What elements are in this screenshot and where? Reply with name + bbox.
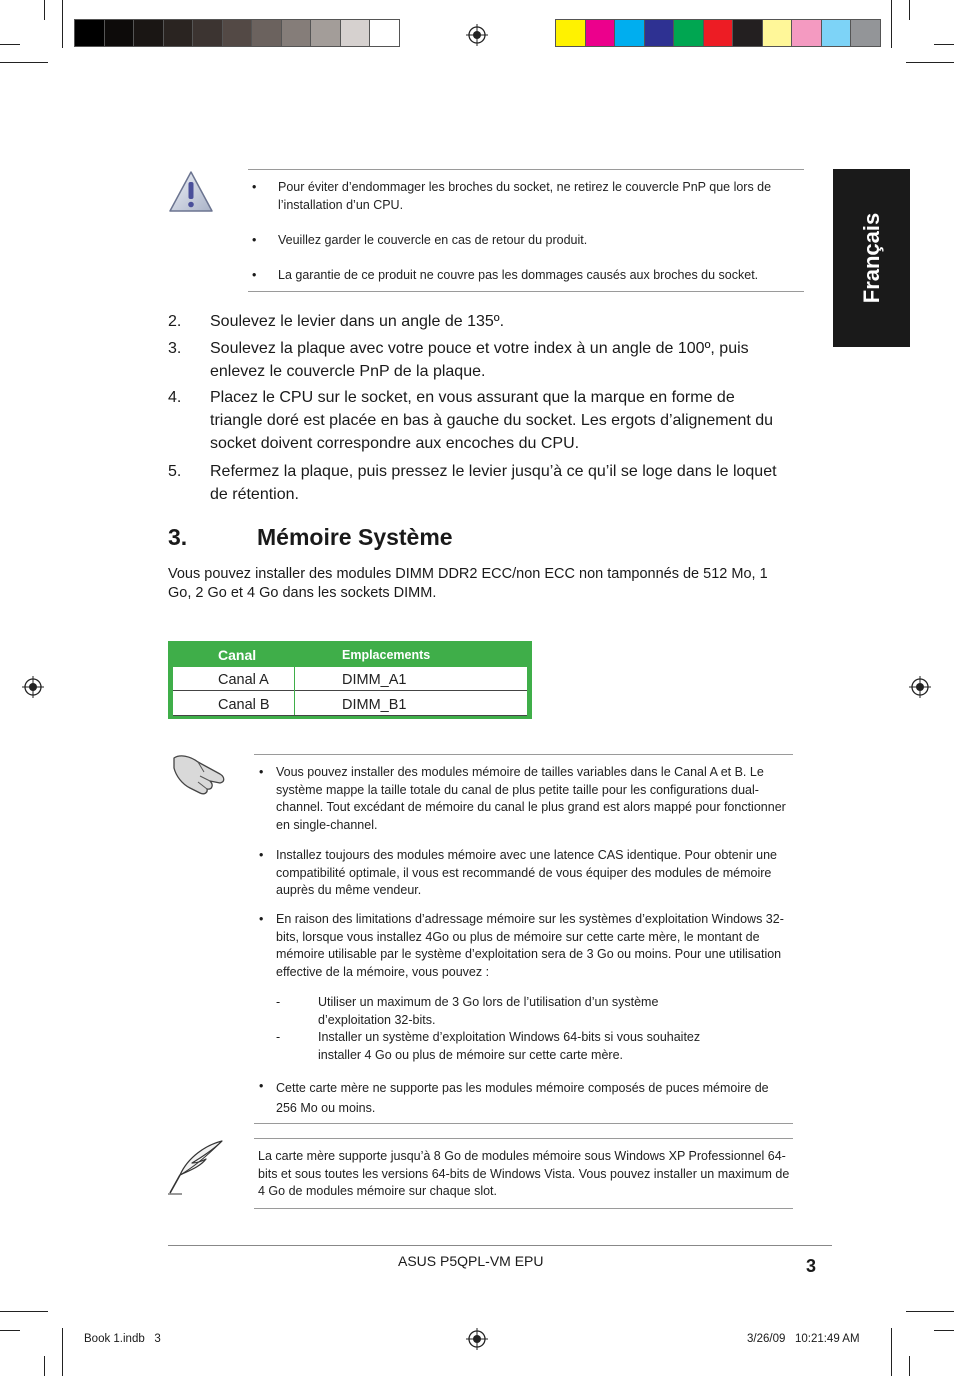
crop-mark: [0, 1311, 48, 1312]
bullet: •: [259, 765, 264, 779]
bullet: •: [259, 1079, 264, 1093]
note-top-rule: [254, 754, 793, 755]
color-swatch: [732, 19, 763, 47]
table-header-channel: Canal: [218, 647, 257, 663]
crop-mark: [909, 1356, 910, 1376]
section-number: 3.: [168, 524, 188, 550]
color-swatch: [821, 19, 852, 47]
step-text: Placez le CPU sur le socket, en vous assurant que la marque en forme de triangle doré est placée en bas à gauche du socket. Les ergots d’alignement du socket doivent correspondre aux encoches du CPU.: [210, 389, 774, 452]
table-column-divider: [294, 667, 295, 715]
pointing-hand-icon: [170, 750, 230, 796]
note-item: Vous pouvez installer des modules mémoire de tailles variables dans le Canal A et B. Le système mappe la taille totale du canal de plus petite taille pour les configurations dual-channel. Tout excédant de mémoire du canal le plus grand est alors mappé pour fonctionner en single-channel.: [276, 765, 786, 832]
crop-mark: [891, 1328, 892, 1376]
feather-quill-icon: [166, 1139, 226, 1197]
color-swatch: [369, 19, 400, 47]
color-swatch: [163, 19, 194, 47]
section-intro: Vous pouvez installer des modules DIMM DDR2 ECC/non ECC non tamponnés de 512 Mo, 1 Go, 2 Go et 4 Go dans les sockets DIMM.: [168, 566, 768, 601]
crop-mark: [906, 62, 954, 63]
note-subitem: Utiliser un maximum de 3 Go lors de l’utilisation d’un système d’exploitation 32-bits.: [318, 995, 659, 1027]
warning-triangle-icon: [168, 170, 214, 214]
crop-mark: [44, 0, 45, 20]
color-swatch: [673, 19, 704, 47]
table-row-divider: [173, 715, 527, 716]
bullet: •: [259, 848, 264, 862]
color-swatch: [762, 19, 793, 47]
note-item: En raison des limitations d’adressage mémoire sur les systèmes d’exploitation Windows 32-bits, lorsque vous installez 4Go ou plus de mémoire sur cette carte mère, le montant de mémoire utilisable par le système d’exploitation sera de 3 Go ou moins. Pour une utilisation effective de la mémoire, vous pouvez :: [276, 912, 784, 979]
print-timestamp: 3/26/09 10:21:49 AM: [747, 1333, 860, 1345]
tip-bottom-rule: [254, 1208, 793, 1209]
color-swatch: [585, 19, 616, 47]
step-number: 2.: [168, 313, 182, 330]
section-title: Mémoire Système: [257, 524, 453, 550]
color-swatch: [850, 19, 881, 47]
bullet: •: [259, 912, 264, 926]
step-number: 3.: [168, 340, 182, 357]
dash: -: [276, 995, 281, 1009]
step-text: Refermez la plaque, puis pressez le levier jusqu’à ce qu’il se loge dans le loquet de rétention.: [210, 463, 777, 503]
color-swatch: [222, 19, 253, 47]
table-row-divider: [173, 690, 527, 691]
color-swatch: [281, 19, 312, 47]
crop-mark: [0, 1330, 20, 1331]
step-number: 4.: [168, 389, 182, 406]
tip-top-rule: [254, 1138, 793, 1139]
color-swatch: [310, 19, 341, 47]
dash: -: [276, 1030, 281, 1044]
step-number: 5.: [168, 463, 182, 480]
crop-mark: [906, 1311, 954, 1312]
table-cell: Canal A: [218, 672, 269, 688]
crop-mark: [909, 0, 910, 20]
note-item: Cette carte mère ne supporte pas les modules mémoire composés de puces mémoire de 256 Mo ou moins.: [276, 1081, 769, 1115]
table-header-slots: Emplacements: [342, 648, 431, 662]
color-swatch: [251, 19, 282, 47]
tip-text: La carte mère supporte jusqu’à 8 Go de modules mémoire sous Windows XP Professionnel 64-bits et sous toutes les versions 64-bits de Windows Vista. Vous pouvez installer un maximum de 4 Go de modules mémoire sur chaque slot.: [258, 1149, 790, 1198]
file-name: Book 1.indb 3: [84, 1333, 161, 1345]
color-swatch: [614, 19, 645, 47]
crop-mark: [0, 44, 20, 45]
note-item: Installez toujours des modules mémoire avec une latence CAS identique. Pour obtenir une compatibilité optimale, il vous est recommandé de vous équiper des modules de mémoire auprès du même vendeur.: [276, 848, 777, 897]
color-swatch: [104, 19, 135, 47]
crop-mark: [44, 1356, 45, 1376]
crop-mark: [62, 1328, 63, 1376]
color-swatch: [74, 19, 105, 47]
table-cell: DIMM_B1: [342, 697, 407, 713]
language-side-tab: [833, 169, 910, 347]
caution-bottom-rule: [248, 291, 804, 292]
caution-item: Veuillez garder le couvercle en cas de retour du produit.: [278, 233, 588, 247]
step-text: Soulevez le levier dans un angle de 135º.: [210, 313, 505, 330]
registration-mark-icon: [22, 676, 44, 698]
caution-item: La garantie de ce produit ne couvre pas les dommages causés aux broches du socket.: [278, 268, 759, 282]
bullet: •: [252, 233, 257, 247]
color-swatch: [791, 19, 822, 47]
note-subitem: Installer un système d’exploitation Windows 64-bits si vous souhaitez installer 4 Go ou plus de mémoire sur cette carte mère.: [318, 1030, 701, 1062]
footer-product-name: ASUS P5QPL-VM EPU: [398, 1253, 544, 1269]
color-swatch: [133, 19, 164, 47]
color-swatch: [644, 19, 675, 47]
table-cell: Canal B: [218, 697, 270, 713]
registration-mark-icon: [466, 24, 488, 46]
language-label: Français: [858, 212, 884, 304]
bullet: •: [252, 268, 257, 282]
page-number: 3: [806, 1256, 817, 1276]
crop-mark: [62, 0, 63, 48]
note-bottom-rule: [254, 1123, 793, 1124]
crop-mark: [891, 0, 892, 48]
bullet: •: [252, 180, 257, 194]
crop-mark: [934, 44, 954, 45]
color-swatch: [192, 19, 223, 47]
footer-rule: [168, 1245, 832, 1246]
step-text: Soulevez la plaque avec votre pouce et votre index à un angle de 100º, puis enlevez le couvercle PnP de la plaque.: [210, 340, 749, 380]
color-swatch: [703, 19, 734, 47]
crop-mark: [0, 62, 48, 63]
color-swatch: [555, 19, 586, 47]
registration-mark-icon: [466, 1328, 488, 1350]
table-cell: DIMM_A1: [342, 672, 407, 688]
caution-item: Pour éviter d’endommager les broches du socket, ne retirez le couvercle PnP que lors de l’installation d’un CPU.: [278, 180, 772, 212]
registration-mark-icon: [909, 676, 931, 698]
crop-mark: [934, 1330, 954, 1331]
color-swatch: [340, 19, 371, 47]
caution-top-rule: [248, 169, 804, 170]
